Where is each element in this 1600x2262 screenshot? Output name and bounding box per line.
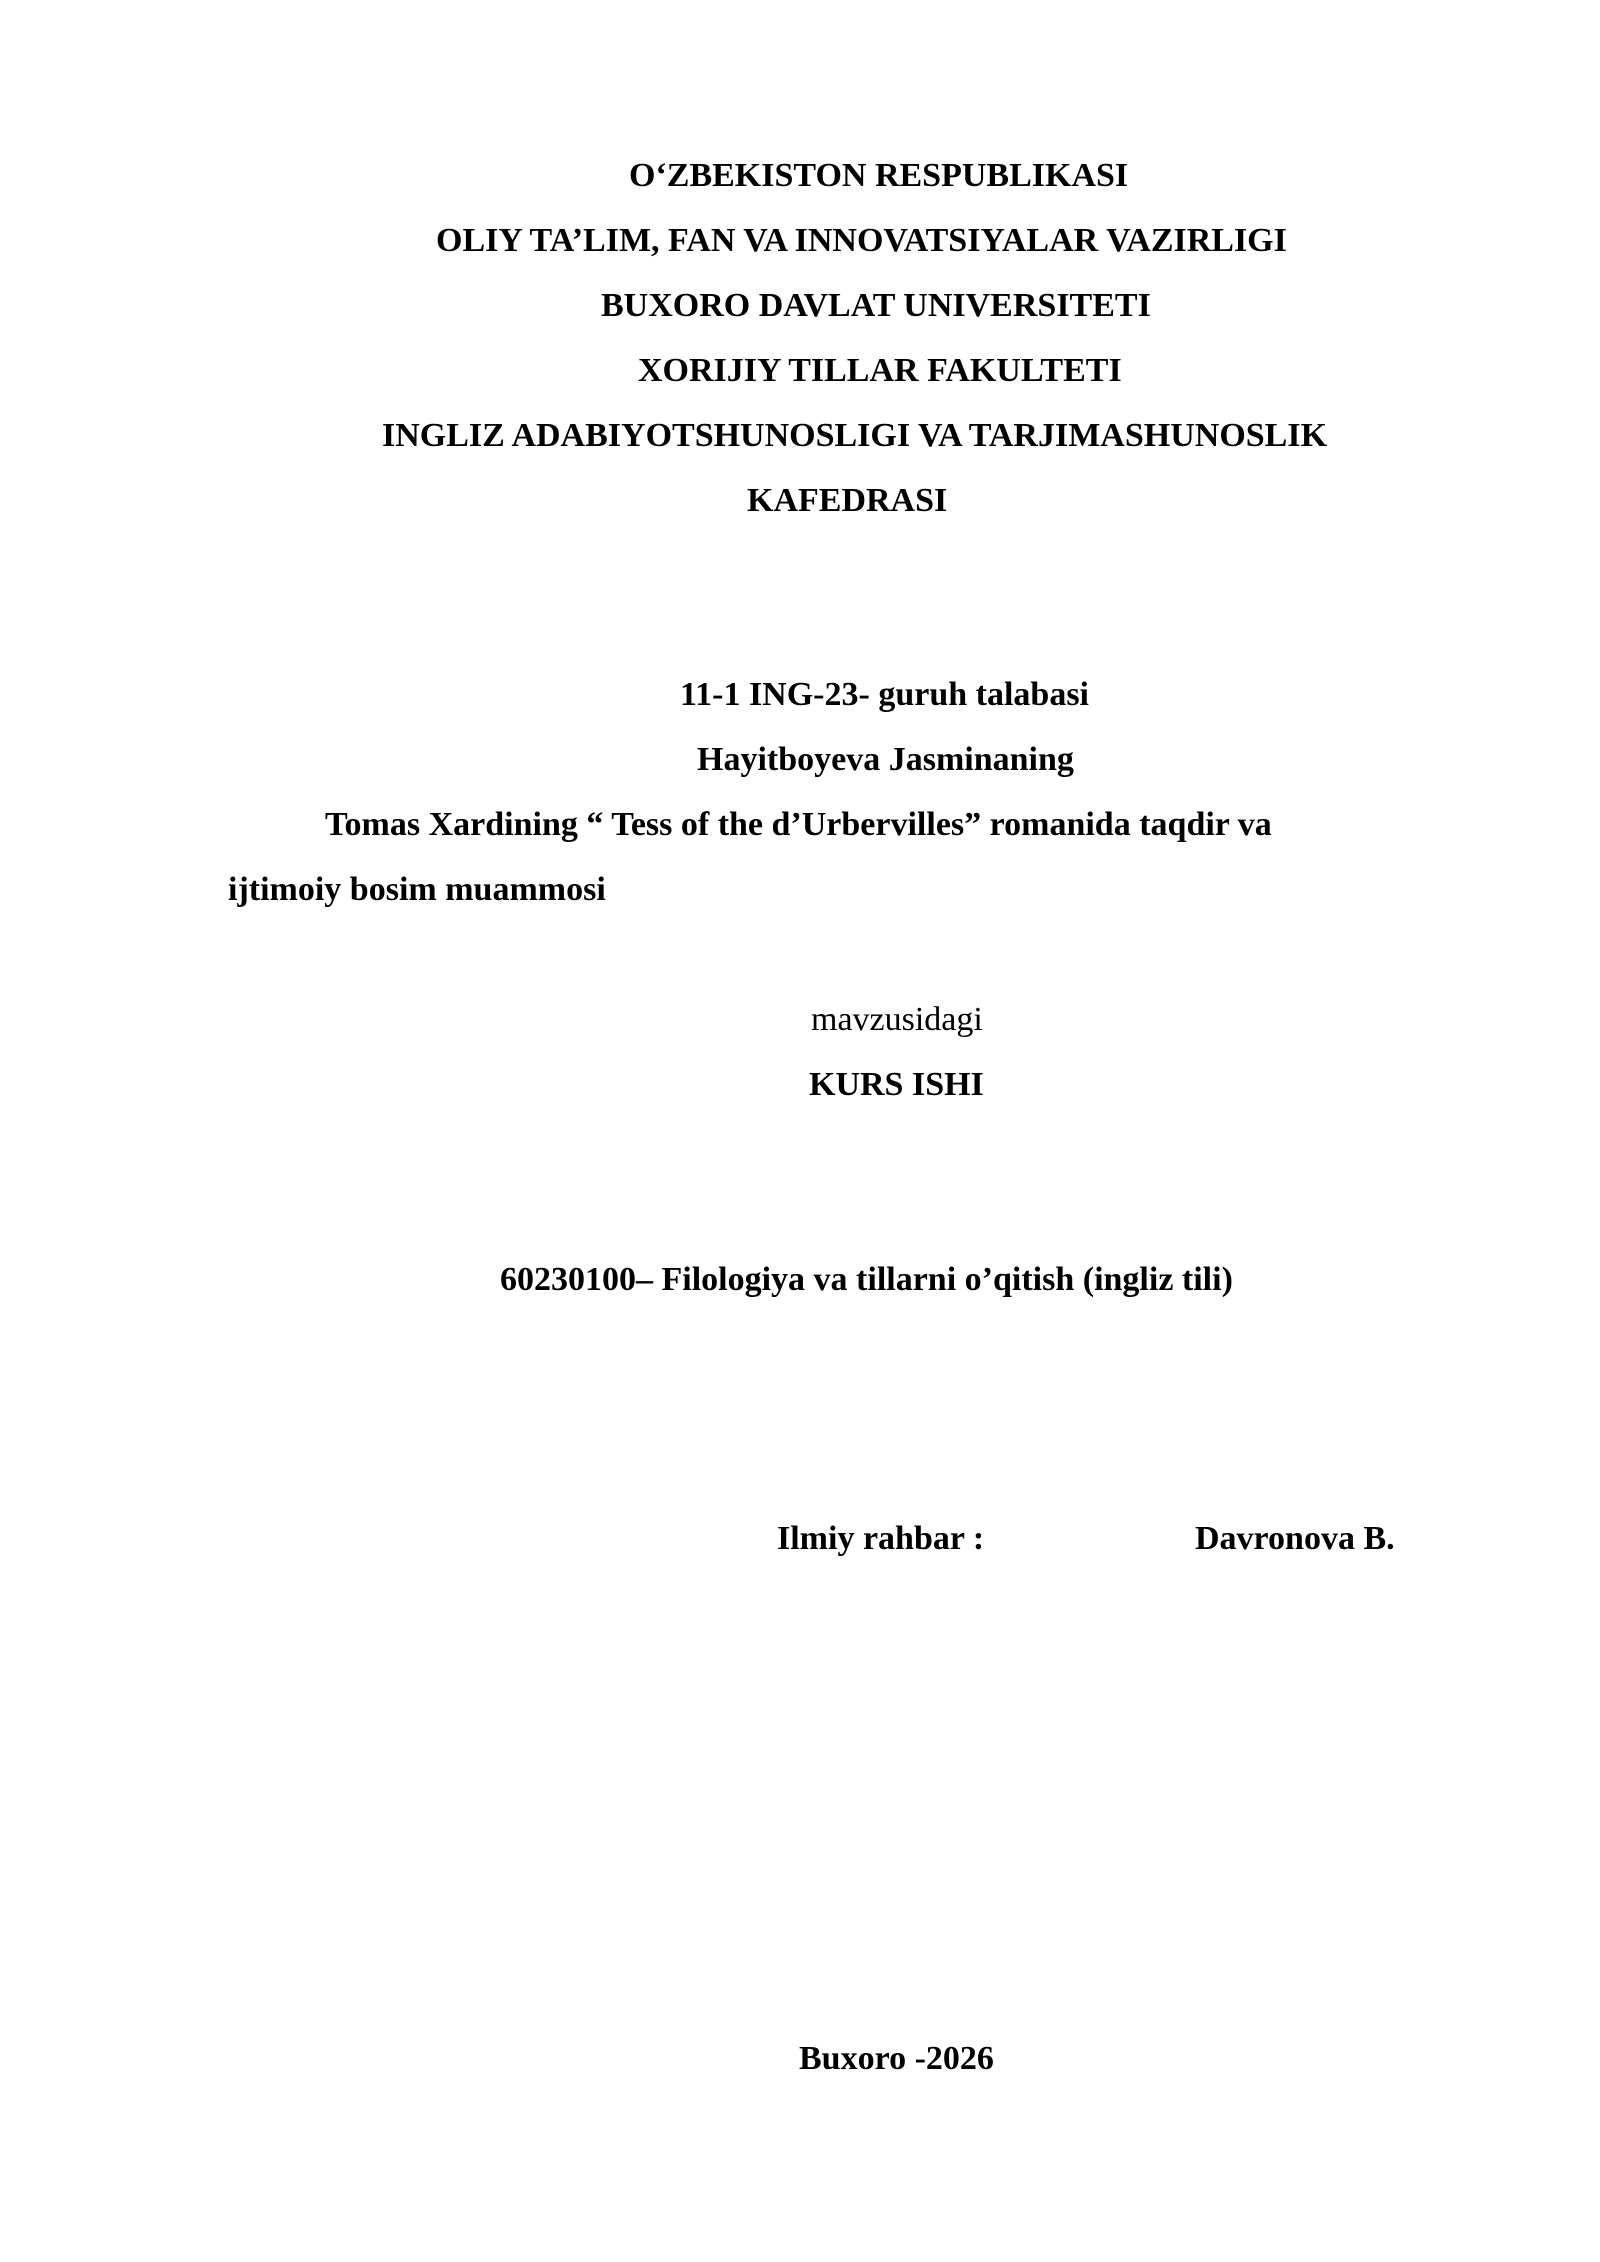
header-ministry: OLIY TA’LIM, FAN VA INNOVATSIYALAR VAZIRLIGI xyxy=(436,222,1287,259)
header-university: BUXORO DAVLAT UNIVERSITETI xyxy=(601,287,1151,324)
specialty: 60230100– Filologiya va tillarni o’qitish (ingliz tili) xyxy=(500,1261,1233,1298)
student-name: Hayitboyeva Jasminaning xyxy=(697,741,1074,778)
student-group: 11-1 ING-23- guruh talabasi xyxy=(680,676,1089,713)
header-department: INGLIZ ADABIYOTSHUNOSLIGI VA TARJIMASHUNOSLIK xyxy=(382,417,1328,454)
supervisor-name: Davronova B. xyxy=(1195,1520,1395,1557)
work-prefix: mavzusidagi xyxy=(811,1001,983,1038)
supervisor-label: Ilmiy rahbar : xyxy=(777,1520,985,1557)
header-department-suffix: KAFEDRASI xyxy=(747,482,948,519)
place-year: Buxoro -2026 xyxy=(799,2040,994,2077)
header-country: O‘ZBEKISTON RESPUBLIKASI xyxy=(629,157,1129,194)
topic-line-1: Tomas Xardining “ Tess of the d’Urbervilles” romanida taqdir va xyxy=(325,806,1272,843)
topic-line-2: ijtimoiy bosim muammosi xyxy=(228,871,606,908)
work-type: KURS ISHI xyxy=(809,1066,984,1103)
header-faculty: XORIJIY TILLAR FAKULTETI xyxy=(638,352,1122,389)
